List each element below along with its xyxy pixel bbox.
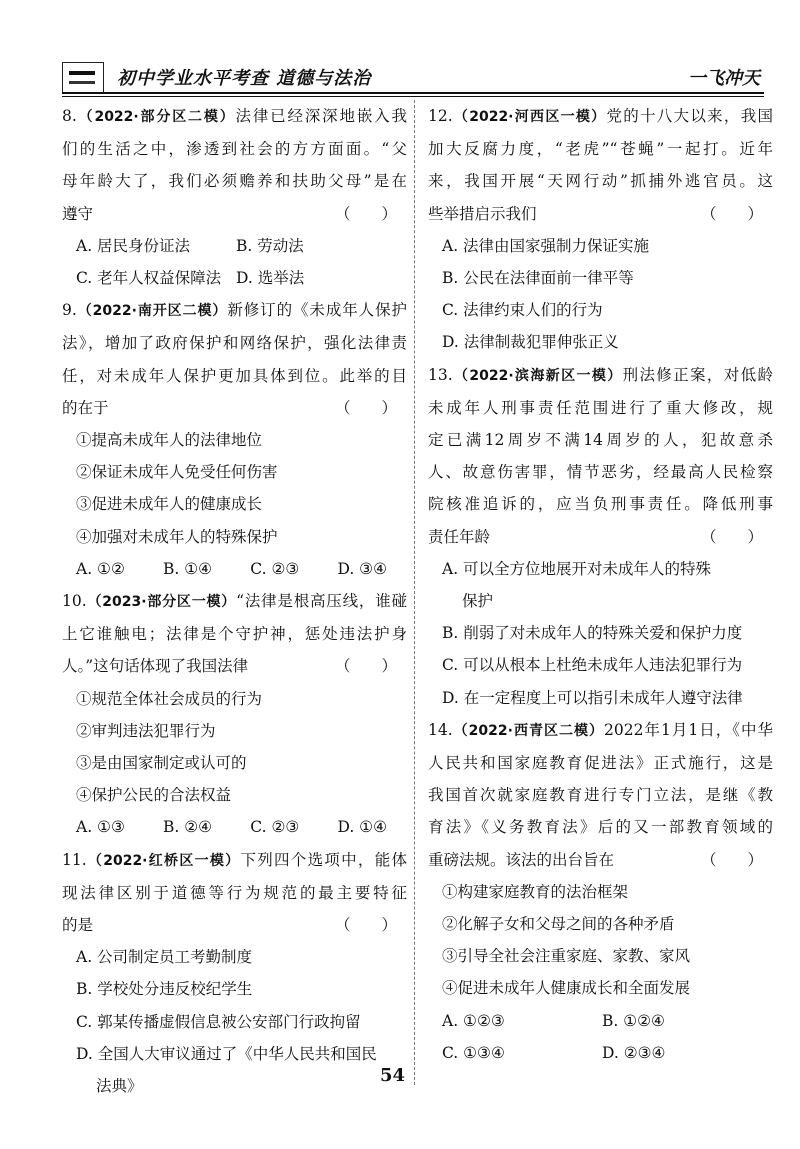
option-d[interactable]: D. 在一定程度上可以指引未成年人遵守法律 xyxy=(442,688,743,707)
option-b[interactable]: B. 削弱了对未成年人的特殊关爱和保护力度 xyxy=(442,624,743,643)
question-13: 13.（2022·滨海新区一模）刑法修正案，对低龄 未成年人刑事责任范围进行了重大修改，规 定已满12周岁不满14周岁的人，犯故意杀 人、故意伤害罪，情节恶劣，经最高人民检察 院核准追诉的，应当负刑事责任。降低刑事 责任年龄 （ ） A. 可以全方位地展开对未成年人的特殊 保护 B. 削弱了对未成年人的特殊关爱和保护力度 C. 可以从根本上杜绝未成年人违法犯罪行为 D. 在一定程度上可以指引未成年人遵守法律 xyxy=(428,359,773,714)
question-9: 9.（2022·南开区二模）新修订的《未成年人保护 法》，增加了政府保护和网络保护，强化法律责 任，对未成年人保护更加具体到位。此举的目 的在于 （ ） ①提高未成年人的法律地位 ②保证未成年人免受任何伤害 ③促进未成年人的健康成长 ④加强对未成年人的特殊保护 A. ①② B. ①④ C. ②③ D. ③④ xyxy=(62,294,407,585)
option-a[interactable]: A. ①②③ xyxy=(442,1011,505,1030)
page-number: 54 xyxy=(380,1065,406,1086)
statement-item: ③引导全社会注重家庭、家教、家风 xyxy=(442,947,691,966)
statement-item: ②保证未成年人免受任何伤害 xyxy=(76,463,278,482)
statement-item: ①提高未成年人的法律地位 xyxy=(76,431,263,450)
option-b[interactable]: B. ①②④ xyxy=(602,1011,665,1030)
option-d[interactable]: D. 法律制裁犯罪伸张正义 xyxy=(442,333,619,352)
option-d[interactable]: D. ③④ xyxy=(337,559,387,578)
statement-item: ①规范全体社会成员的行为 xyxy=(76,689,263,708)
column-divider xyxy=(414,100,415,1085)
answer-paren[interactable]: （ ） xyxy=(334,657,397,676)
option-a[interactable]: A. 居民身份证法 xyxy=(76,236,191,255)
option-a[interactable]: A. ①③ xyxy=(76,818,125,837)
option-c[interactable]: C. ②③ xyxy=(250,818,300,837)
answer-paren[interactable]: （ ） xyxy=(334,916,397,935)
question-14: 14.（2022·西青区二模）2022年1月1日，《中华 人民共和国家庭教育促进法》正式施行，这是 我国首次就家庭教育进行专门立法，是继《教 育法》《义务教育法》后的又一部教育领域的 重磅法规。该法的出台旨在 （ ） ①构建家庭教育的法治框架 ②化解子女和父母之间的各种矛盾 ③引导全社会注重家庭、家教、家风 ④促进未成年人健康成长和全面发展 A. ①②③ B. ①②④ C. ①③④ D. ②③④ xyxy=(428,714,773,1069)
option-d[interactable]: D. ①④ xyxy=(337,818,387,837)
option-a[interactable]: A. 可以全方位地展开对未成年人的特殊 xyxy=(442,559,712,578)
page-header xyxy=(62,60,764,98)
statement-item: ③是由国家制定或认可的 xyxy=(76,754,247,773)
option-a[interactable]: A. ①② xyxy=(76,559,125,578)
question-8: 8.（2022·部分区二模）法律已经深深地嵌入我 们的生活之中，渗透到社会的方方面面。“父 母年龄大了，我们必须赡养和扶助父母”是在 遵守 （ ） A. 居民身份证法 B. 劳动法 C. 老年人权益保障法 D. 选举法 xyxy=(62,100,407,294)
option-c[interactable]: C. 郭某传播虚假信息被公安部门行政拘留 xyxy=(76,1012,361,1031)
option-b[interactable]: B. ②④ xyxy=(163,818,213,837)
header-logo-box xyxy=(62,62,104,94)
options-row xyxy=(62,262,407,294)
option-a-continued: 保护 xyxy=(462,592,494,611)
answer-paren[interactable]: （ ） xyxy=(700,850,763,869)
statement-item: ②审判违法犯罪行为 xyxy=(76,721,216,740)
option-c[interactable]: C. ①③④ xyxy=(442,1043,505,1062)
answer-paren[interactable]: （ ） xyxy=(334,204,397,223)
option-b[interactable]: B. 劳动法 xyxy=(236,236,304,255)
options-row xyxy=(428,1005,773,1037)
choices-row xyxy=(62,811,407,843)
option-c[interactable]: C. 老年人权益保障法 xyxy=(76,269,222,288)
option-d[interactable]: D. ②③④ xyxy=(602,1043,666,1062)
right-column xyxy=(428,100,773,1069)
option-d-continued: 法典》 xyxy=(96,1077,143,1096)
statement-item: ②化解子女和父母之间的各种矛盾 xyxy=(442,915,675,934)
statement-item: ④促进未成年人健康成长和全面发展 xyxy=(442,979,691,998)
option-c[interactable]: C. 法律约束人们的行为 xyxy=(442,301,603,320)
question-11: 11.（2022·红桥区一模）下列四个选项中，能体 现法律区别于道德等行为规范的最主要特征 的是 （ ） A. 公司制定员工考勤制度 B. 学校处分违反校纪学生 C. 郭某传播虚假信息被公安部门行政拘留 D. 全国人大审议通过了《中华人民共和国民 法典》 xyxy=(62,844,407,1103)
option-b[interactable]: B. 公民在法律面前一律平等 xyxy=(442,269,634,288)
option-c[interactable]: C. 可以从根本上杜绝未成年人违法犯罪行为 xyxy=(442,656,743,675)
option-c[interactable]: C. ②③ xyxy=(250,559,300,578)
header-title: 初中学业水平考查 道德与法治 xyxy=(117,68,372,89)
options-row xyxy=(62,230,407,262)
statement-item: ①构建家庭教育的法治框架 xyxy=(442,882,629,901)
option-a[interactable]: A. 法律由国家强制力保证实施 xyxy=(442,236,650,255)
choices-row xyxy=(62,553,407,585)
answer-paren[interactable]: （ ） xyxy=(334,398,397,417)
statement-item: ③促进未成年人的健康成长 xyxy=(76,495,263,514)
option-d[interactable]: D. 全国人大审议通过了《中华人民共和国民 xyxy=(76,1044,377,1063)
question-10: 10.（2023·部分区一模）“法律是根高压线，谁碰 上它谁触电；法律是个守护神，惩处违法护身 人。”这句话体现了我国法律 （ ） ①规范全体社会成员的行为 ②审判违法犯罪行为 ③是由国家制定或认可的 ④保护公民的合法权益 A. ①③ B. ②④ C. ②③ D. ①④ xyxy=(62,585,407,844)
statement-item: ④加强对未成年人的特殊保护 xyxy=(76,527,278,546)
option-b[interactable]: B. 学校处分违反校纪学生 xyxy=(76,980,253,999)
header-brand: 一飞冲天 xyxy=(688,68,760,89)
answer-paren[interactable]: （ ） xyxy=(700,204,763,223)
answer-paren[interactable]: （ ） xyxy=(700,527,763,546)
option-b[interactable]: B. ①④ xyxy=(163,559,213,578)
option-a[interactable]: A. 公司制定员工考勤制度 xyxy=(76,948,253,967)
question-12: 12.（2022·河西区一模）党的十八大以来，我国 加大反腐力度，“老虎”“苍蝇”一起打。近年 来，我国开展“天网行动”抓捕外逃官员。这 些举措启示我们 （ ） A. 法律由国家强制力保证实施 B. 公民在法律面前一律平等 C. 法律约束人们的行为 D. 法律制裁犯罪伸张正义 xyxy=(428,100,773,359)
option-d[interactable]: D. 选举法 xyxy=(236,269,305,288)
options-row xyxy=(428,1037,773,1069)
statement-item: ④保护公民的合法权益 xyxy=(76,786,232,805)
left-column xyxy=(62,100,407,1102)
